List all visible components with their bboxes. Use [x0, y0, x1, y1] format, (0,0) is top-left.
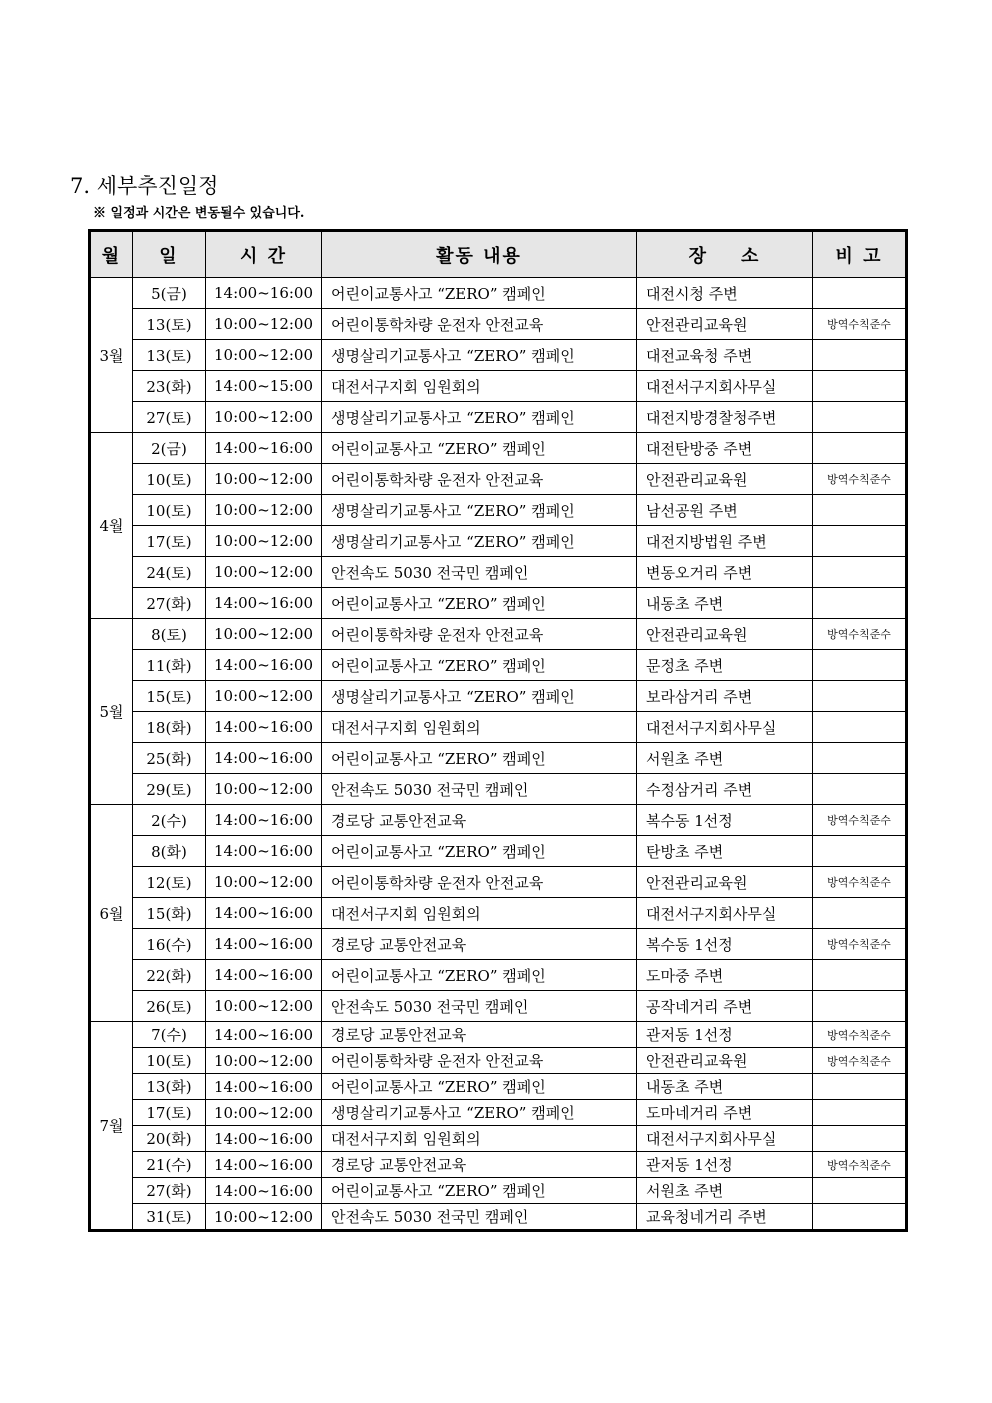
activity-cell: 어린이통학차량 운전자 안전교육 — [322, 1048, 637, 1074]
remark-cell: 방역수칙준수 — [813, 619, 907, 650]
place-cell: 관저동 1선정 — [637, 1022, 813, 1048]
table-row — [90, 1048, 907, 1074]
day-cell: 13(화) — [133, 1074, 206, 1100]
table-row — [90, 960, 907, 991]
day-cell: 23(화) — [133, 371, 206, 402]
activity-cell: 어린이교통사고 “ZERO” 캠페인 — [322, 588, 637, 619]
day-cell: 12(토) — [133, 867, 206, 898]
time-cell: 14:00~16:00 — [206, 898, 322, 929]
remark-cell — [813, 650, 907, 681]
day-cell: 27(화) — [133, 588, 206, 619]
place-cell: 서원초 주변 — [637, 1178, 813, 1204]
table-row — [90, 340, 907, 371]
place-cell: 보라삼거리 주변 — [637, 681, 813, 712]
header-month: 월 — [90, 231, 133, 278]
time-cell: 14:00~16:00 — [206, 1178, 322, 1204]
table-row — [90, 929, 907, 960]
month-cell: 3월 — [90, 278, 133, 433]
activity-cell: 경로당 교통안전교육 — [322, 805, 637, 836]
table-row — [90, 1022, 907, 1048]
day-cell: 21(수) — [133, 1152, 206, 1178]
place-cell: 내동초 주변 — [637, 1074, 813, 1100]
section-title: 7. 세부추진일정 — [70, 174, 219, 198]
time-cell: 10:00~12:00 — [206, 774, 322, 805]
day-cell: 10(토) — [133, 464, 206, 495]
month-cell: 5월 — [90, 619, 133, 805]
day-cell: 13(토) — [133, 340, 206, 371]
table-header-row — [90, 231, 907, 278]
activity-cell: 어린이교통사고 “ZERO” 캠페인 — [322, 1074, 637, 1100]
place-cell: 관저동 1선정 — [637, 1152, 813, 1178]
activity-cell: 안전속도 5030 전국민 캠페인 — [322, 557, 637, 588]
time-cell: 10:00~12:00 — [206, 681, 322, 712]
place-cell: 대전지방경찰청주변 — [637, 402, 813, 433]
day-cell: 29(토) — [133, 774, 206, 805]
day-cell: 10(토) — [133, 1048, 206, 1074]
remark-cell — [813, 1178, 907, 1204]
place-cell: 대전서구지회사무실 — [637, 712, 813, 743]
activity-cell: 대전서구지회 임원회의 — [322, 712, 637, 743]
remark-cell — [813, 1126, 907, 1152]
day-cell: 8(화) — [133, 836, 206, 867]
place-cell: 탄방초 주변 — [637, 836, 813, 867]
activity-cell: 생명살리기교통사고 “ZERO” 캠페인 — [322, 681, 637, 712]
day-cell: 2(수) — [133, 805, 206, 836]
remark-cell — [813, 402, 907, 433]
remark-cell: 방역수칙준수 — [813, 867, 907, 898]
time-cell: 10:00~12:00 — [206, 464, 322, 495]
remark-cell — [813, 1100, 907, 1126]
place-cell: 대전서구지회사무실 — [637, 898, 813, 929]
remark-cell — [813, 278, 907, 309]
schedule-notice: ※ 일정과 시간은 변동될수 있습니다. — [93, 206, 305, 221]
remark-cell — [813, 433, 907, 464]
remark-cell: 방역수칙준수 — [813, 1048, 907, 1074]
activity-cell: 어린이교통사고 “ZERO” 캠페인 — [322, 960, 637, 991]
remark-cell — [813, 898, 907, 929]
time-cell: 14:00~16:00 — [206, 588, 322, 619]
table-row — [90, 681, 907, 712]
activity-cell: 안전속도 5030 전국민 캠페인 — [322, 1204, 637, 1231]
table-row — [90, 867, 907, 898]
remark-cell: 방역수칙준수 — [813, 1022, 907, 1048]
place-cell: 대전탄방중 주변 — [637, 433, 813, 464]
header-activity: 활동 내용 — [322, 231, 637, 278]
remark-cell — [813, 743, 907, 774]
table-row — [90, 495, 907, 526]
table-row — [90, 650, 907, 681]
place-cell: 복수동 1선정 — [637, 805, 813, 836]
activity-cell: 안전속도 5030 전국민 캠페인 — [322, 774, 637, 805]
time-cell: 14:00~16:00 — [206, 433, 322, 464]
header-time: 시 간 — [206, 231, 322, 278]
place-cell: 공작네거리 주변 — [637, 991, 813, 1022]
activity-cell: 어린이교통사고 “ZERO” 캠페인 — [322, 836, 637, 867]
activity-cell: 대전서구지회 임원회의 — [322, 898, 637, 929]
time-cell: 14:00~16:00 — [206, 743, 322, 774]
time-cell: 14:00~16:00 — [206, 1022, 322, 1048]
day-cell: 27(화) — [133, 1178, 206, 1204]
activity-cell: 어린이교통사고 “ZERO” 캠페인 — [322, 1178, 637, 1204]
activity-cell: 경로당 교통안전교육 — [322, 1152, 637, 1178]
time-cell: 10:00~12:00 — [206, 619, 322, 650]
remark-cell: 방역수칙준수 — [813, 464, 907, 495]
remark-cell — [813, 991, 907, 1022]
table-row — [90, 588, 907, 619]
place-cell: 안전관리교육원 — [637, 1048, 813, 1074]
day-cell: 24(토) — [133, 557, 206, 588]
remark-cell — [813, 681, 907, 712]
day-cell: 5(금) — [133, 278, 206, 309]
header-remark: 비 고 — [813, 231, 907, 278]
remark-cell — [813, 340, 907, 371]
activity-cell: 생명살리기교통사고 “ZERO” 캠페인 — [322, 1100, 637, 1126]
table-row — [90, 278, 907, 309]
table-row — [90, 1178, 907, 1204]
place-cell: 안전관리교육원 — [637, 867, 813, 898]
remark-cell — [813, 526, 907, 557]
month-cell: 7월 — [90, 1022, 133, 1231]
remark-cell — [813, 588, 907, 619]
place-cell: 남선공원 주변 — [637, 495, 813, 526]
place-cell: 변동오거리 주변 — [637, 557, 813, 588]
table-row — [90, 402, 907, 433]
remark-cell — [813, 836, 907, 867]
day-cell: 18(화) — [133, 712, 206, 743]
place-cell: 대전서구지회사무실 — [637, 1126, 813, 1152]
time-cell: 14:00~16:00 — [206, 1074, 322, 1100]
place-cell: 내동초 주변 — [637, 588, 813, 619]
table-row — [90, 1074, 907, 1100]
time-cell: 10:00~12:00 — [206, 340, 322, 371]
time-cell: 10:00~12:00 — [206, 495, 322, 526]
table-row — [90, 1152, 907, 1178]
day-cell: 31(토) — [133, 1204, 206, 1231]
table-row — [90, 464, 907, 495]
activity-cell: 안전속도 5030 전국민 캠페인 — [322, 991, 637, 1022]
remark-cell: 방역수칙준수 — [813, 805, 907, 836]
place-cell: 수정삼거리 주변 — [637, 774, 813, 805]
remark-cell — [813, 1204, 907, 1231]
day-cell: 16(수) — [133, 929, 206, 960]
table-row — [90, 805, 907, 836]
remark-cell — [813, 495, 907, 526]
day-cell: 8(토) — [133, 619, 206, 650]
remark-cell: 방역수칙준수 — [813, 309, 907, 340]
day-cell: 22(화) — [133, 960, 206, 991]
time-cell: 14:00~16:00 — [206, 1152, 322, 1178]
activity-cell: 대전서구지회 임원회의 — [322, 1126, 637, 1152]
place-cell: 안전관리교육원 — [637, 309, 813, 340]
place-cell: 안전관리교육원 — [637, 619, 813, 650]
day-cell: 10(토) — [133, 495, 206, 526]
time-cell: 10:00~12:00 — [206, 309, 322, 340]
place-cell: 교육청네거리 주변 — [637, 1204, 813, 1231]
remark-cell — [813, 371, 907, 402]
place-cell: 문정초 주변 — [637, 650, 813, 681]
activity-cell: 경로당 교통안전교육 — [322, 1022, 637, 1048]
time-cell: 10:00~12:00 — [206, 1204, 322, 1231]
place-cell: 안전관리교육원 — [637, 464, 813, 495]
table-row — [90, 433, 907, 464]
day-cell: 7(수) — [133, 1022, 206, 1048]
month-cell: 6월 — [90, 805, 133, 1022]
place-cell: 대전교육청 주변 — [637, 340, 813, 371]
activity-cell: 생명살리기교통사고 “ZERO” 캠페인 — [322, 340, 637, 371]
table-row — [90, 1100, 907, 1126]
place-cell: 대전지방법원 주변 — [637, 526, 813, 557]
table-row — [90, 619, 907, 650]
place-cell: 복수동 1선정 — [637, 929, 813, 960]
activity-cell: 어린이통학차량 운전자 안전교육 — [322, 309, 637, 340]
month-cell: 4월 — [90, 433, 133, 619]
time-cell: 14:00~15:00 — [206, 371, 322, 402]
activity-cell: 생명살리기교통사고 “ZERO” 캠페인 — [322, 526, 637, 557]
time-cell: 14:00~16:00 — [206, 278, 322, 309]
table-row — [90, 1204, 907, 1231]
day-cell: 26(토) — [133, 991, 206, 1022]
activity-cell: 생명살리기교통사고 “ZERO” 캠페인 — [322, 495, 637, 526]
day-cell: 11(화) — [133, 650, 206, 681]
day-cell: 2(금) — [133, 433, 206, 464]
table-row — [90, 991, 907, 1022]
place-cell: 도마중 주변 — [637, 960, 813, 991]
schedule-table — [88, 229, 908, 1232]
activity-cell: 대전서구지회 임원회의 — [322, 371, 637, 402]
activity-cell: 어린이통학차량 운전자 안전교육 — [322, 867, 637, 898]
time-cell: 14:00~16:00 — [206, 1126, 322, 1152]
day-cell: 17(토) — [133, 526, 206, 557]
place-cell: 대전시청 주변 — [637, 278, 813, 309]
place-cell: 서원초 주변 — [637, 743, 813, 774]
table-row — [90, 526, 907, 557]
day-cell: 25(화) — [133, 743, 206, 774]
remark-cell: 방역수칙준수 — [813, 1152, 907, 1178]
activity-cell: 어린이통학차량 운전자 안전교육 — [322, 619, 637, 650]
table-row — [90, 898, 907, 929]
header-day: 일 — [133, 231, 206, 278]
day-cell: 17(토) — [133, 1100, 206, 1126]
table-row — [90, 1126, 907, 1152]
time-cell: 14:00~16:00 — [206, 960, 322, 991]
time-cell: 14:00~16:00 — [206, 650, 322, 681]
place-cell: 대전서구지회사무실 — [637, 371, 813, 402]
day-cell: 15(토) — [133, 681, 206, 712]
time-cell: 14:00~16:00 — [206, 836, 322, 867]
activity-cell: 어린이통학차량 운전자 안전교육 — [322, 464, 637, 495]
activity-cell: 어린이교통사고 “ZERO” 캠페인 — [322, 743, 637, 774]
time-cell: 14:00~16:00 — [206, 805, 322, 836]
table-row — [90, 557, 907, 588]
remark-cell — [813, 960, 907, 991]
table-row — [90, 743, 907, 774]
time-cell: 10:00~12:00 — [206, 991, 322, 1022]
time-cell: 10:00~12:00 — [206, 557, 322, 588]
day-cell: 20(화) — [133, 1126, 206, 1152]
day-cell: 27(토) — [133, 402, 206, 433]
activity-cell: 경로당 교통안전교육 — [322, 929, 637, 960]
time-cell: 10:00~12:00 — [206, 867, 322, 898]
header-place: 장 소 — [637, 231, 813, 278]
time-cell: 10:00~12:00 — [206, 526, 322, 557]
remark-cell — [813, 557, 907, 588]
table-row — [90, 371, 907, 402]
activity-cell: 어린이교통사고 “ZERO” 캠페인 — [322, 433, 637, 464]
place-cell: 도마네거리 주변 — [637, 1100, 813, 1126]
time-cell: 10:00~12:00 — [206, 1100, 322, 1126]
table-row — [90, 774, 907, 805]
activity-cell: 생명살리기교통사고 “ZERO” 캠페인 — [322, 402, 637, 433]
table-row — [90, 712, 907, 743]
remark-cell: 방역수칙준수 — [813, 929, 907, 960]
table-row — [90, 309, 907, 340]
time-cell: 14:00~16:00 — [206, 712, 322, 743]
activity-cell: 어린이교통사고 “ZERO” 캠페인 — [322, 278, 637, 309]
time-cell: 10:00~12:00 — [206, 402, 322, 433]
remark-cell — [813, 712, 907, 743]
activity-cell: 어린이교통사고 “ZERO” 캠페인 — [322, 650, 637, 681]
remark-cell — [813, 774, 907, 805]
remark-cell — [813, 1074, 907, 1100]
table-row — [90, 836, 907, 867]
day-cell: 13(토) — [133, 309, 206, 340]
time-cell: 14:00~16:00 — [206, 929, 322, 960]
time-cell: 10:00~12:00 — [206, 1048, 322, 1074]
day-cell: 15(화) — [133, 898, 206, 929]
